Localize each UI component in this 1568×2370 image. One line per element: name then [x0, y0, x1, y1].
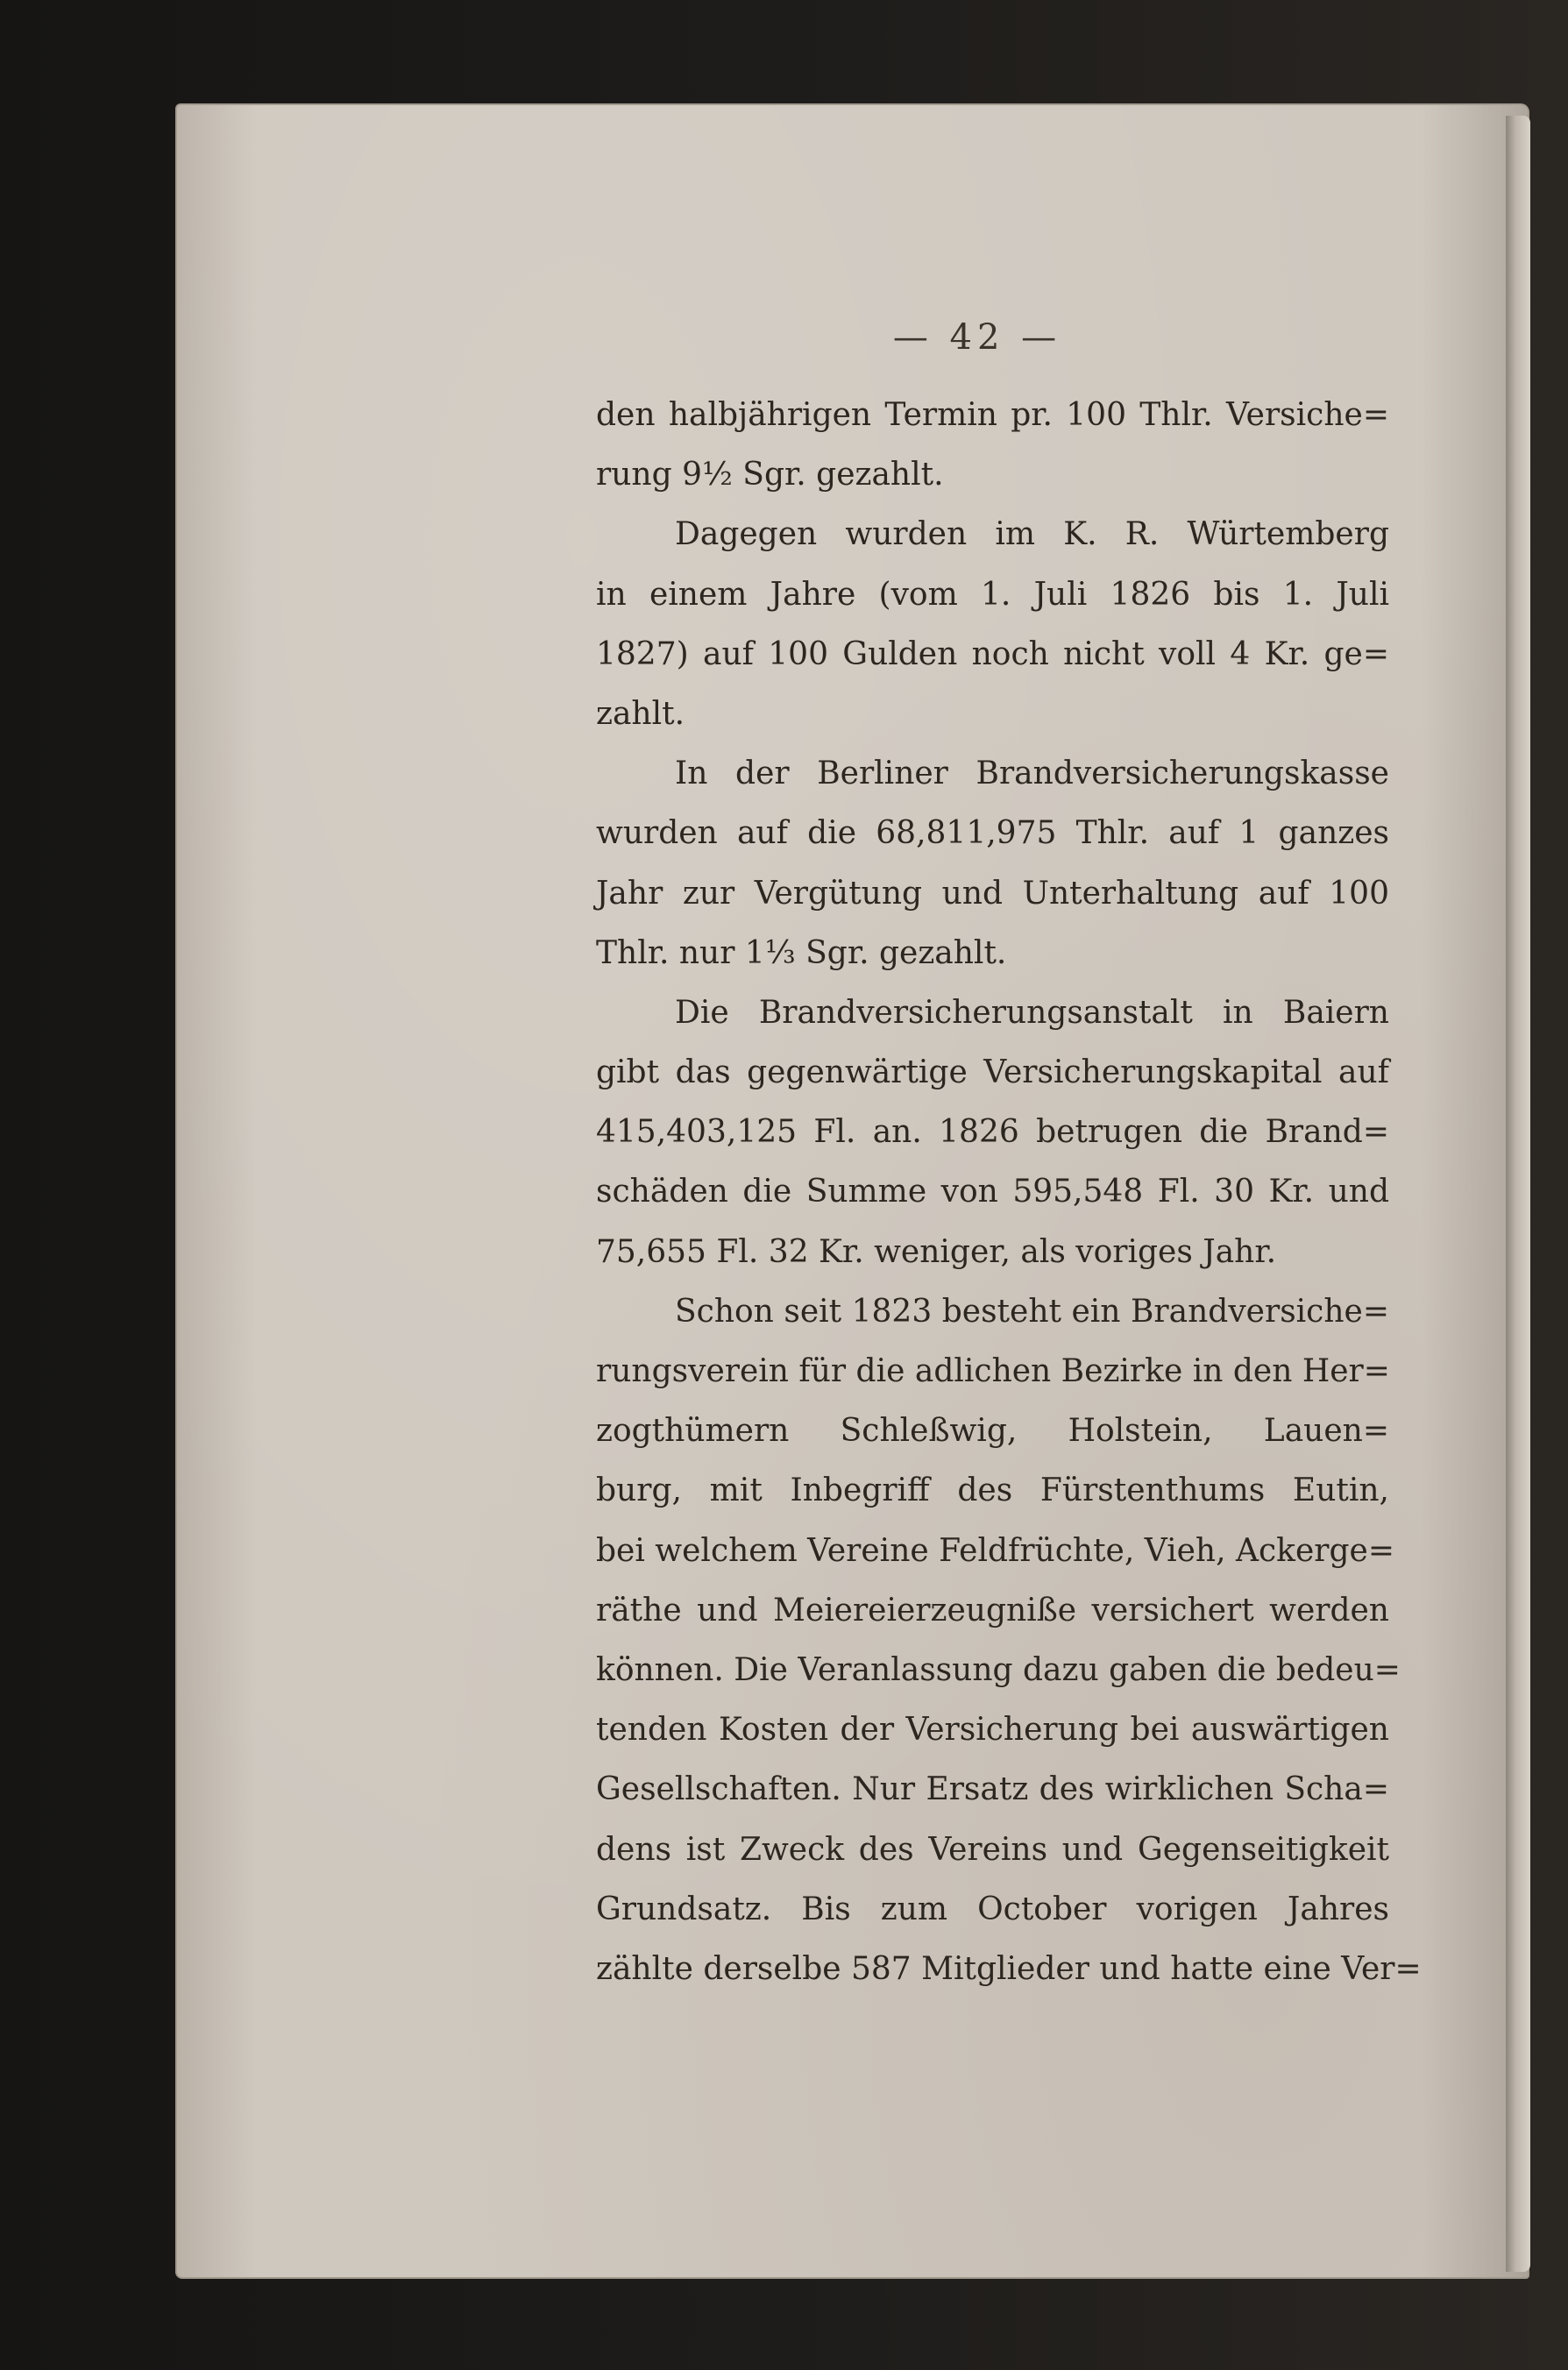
page-number: — 42 —	[892, 317, 1062, 358]
text-line: können. Die Veranlassung dazu gaben die bedeu=	[596, 1651, 1401, 1688]
text-line: Thlr. nur 1⅓ Sgr. gezahlt.	[596, 934, 1007, 971]
text-line: wurden auf die 68,811,975 Thlr. auf 1 ganzes	[596, 815, 1389, 852]
text-line: dens ist Zweck des Vereins und Gegenseitigkeit	[596, 1831, 1389, 1868]
text-line: tenden Kosten der Versicherung bei auswärtigen	[596, 1712, 1389, 1749]
text-line: Gesellschaften. Nur Ersatz des wirklichen Scha=	[596, 1771, 1389, 1808]
text-line: 75,655 Fl. 32 Kr. weniger, als voriges Jahr.	[596, 1233, 1277, 1270]
text-line: Grundsatz. Bis zum October vorigen Jahres	[596, 1891, 1389, 1927]
text-line: rung 9½ Sgr. gezahlt.	[596, 457, 944, 493]
text-line: Die Brandversicherungsanstalt in Baiern	[675, 994, 1389, 1031]
text-line: In der Berliner Brandversicherungskasse	[675, 756, 1389, 792]
text-line: 415,403,125 Fl. an. 1826 betrugen die Brand=	[596, 1114, 1389, 1151]
text-line: rungsverein für die adlichen Bezirke in den Her=	[596, 1353, 1390, 1389]
body-text	[596, 386, 1422, 1999]
text-line: zogthümern Schleßwig, Holstein, Lauen=	[596, 1413, 1389, 1450]
text-line: Dagegen wurden im K. R. Würtemberg	[675, 516, 1389, 553]
text-line: 1827) auf 100 Gulden noch nicht voll 4 Kr. ge=	[596, 635, 1389, 672]
text-line: Schon seit 1823 besteht ein Brandversiche=	[675, 1293, 1389, 1330]
text-line: gibt das gegenwärtige Versicherungskapital auf	[596, 1054, 1389, 1091]
text-line: in einem Jahre (vom 1. Juli 1826 bis 1. Juli	[596, 576, 1389, 613]
text-line: zahlt.	[596, 695, 685, 732]
text-line: räthe und Meiereierzeugniße versichert werden	[596, 1592, 1389, 1628]
text-line: schäden die Summe von 595,548 Fl. 30 Kr. und	[596, 1174, 1389, 1210]
text-line: den halbjährigen Termin pr. 100 Thlr. Versiche=	[596, 397, 1389, 433]
text-line: burg, mit Inbegriff des Fürstenthums Eutin,	[596, 1472, 1389, 1509]
text-line: bei welchem Vereine Feldfrüchte, Vieh, Ackerge=	[596, 1532, 1394, 1569]
text-line: Jahr zur Vergütung und Unterhaltung auf 100	[596, 875, 1389, 912]
page-edge	[1506, 116, 1530, 2272]
text-line: zählte derselbe 587 Mitglieder und hatte eine Ver=	[596, 1950, 1422, 1987]
